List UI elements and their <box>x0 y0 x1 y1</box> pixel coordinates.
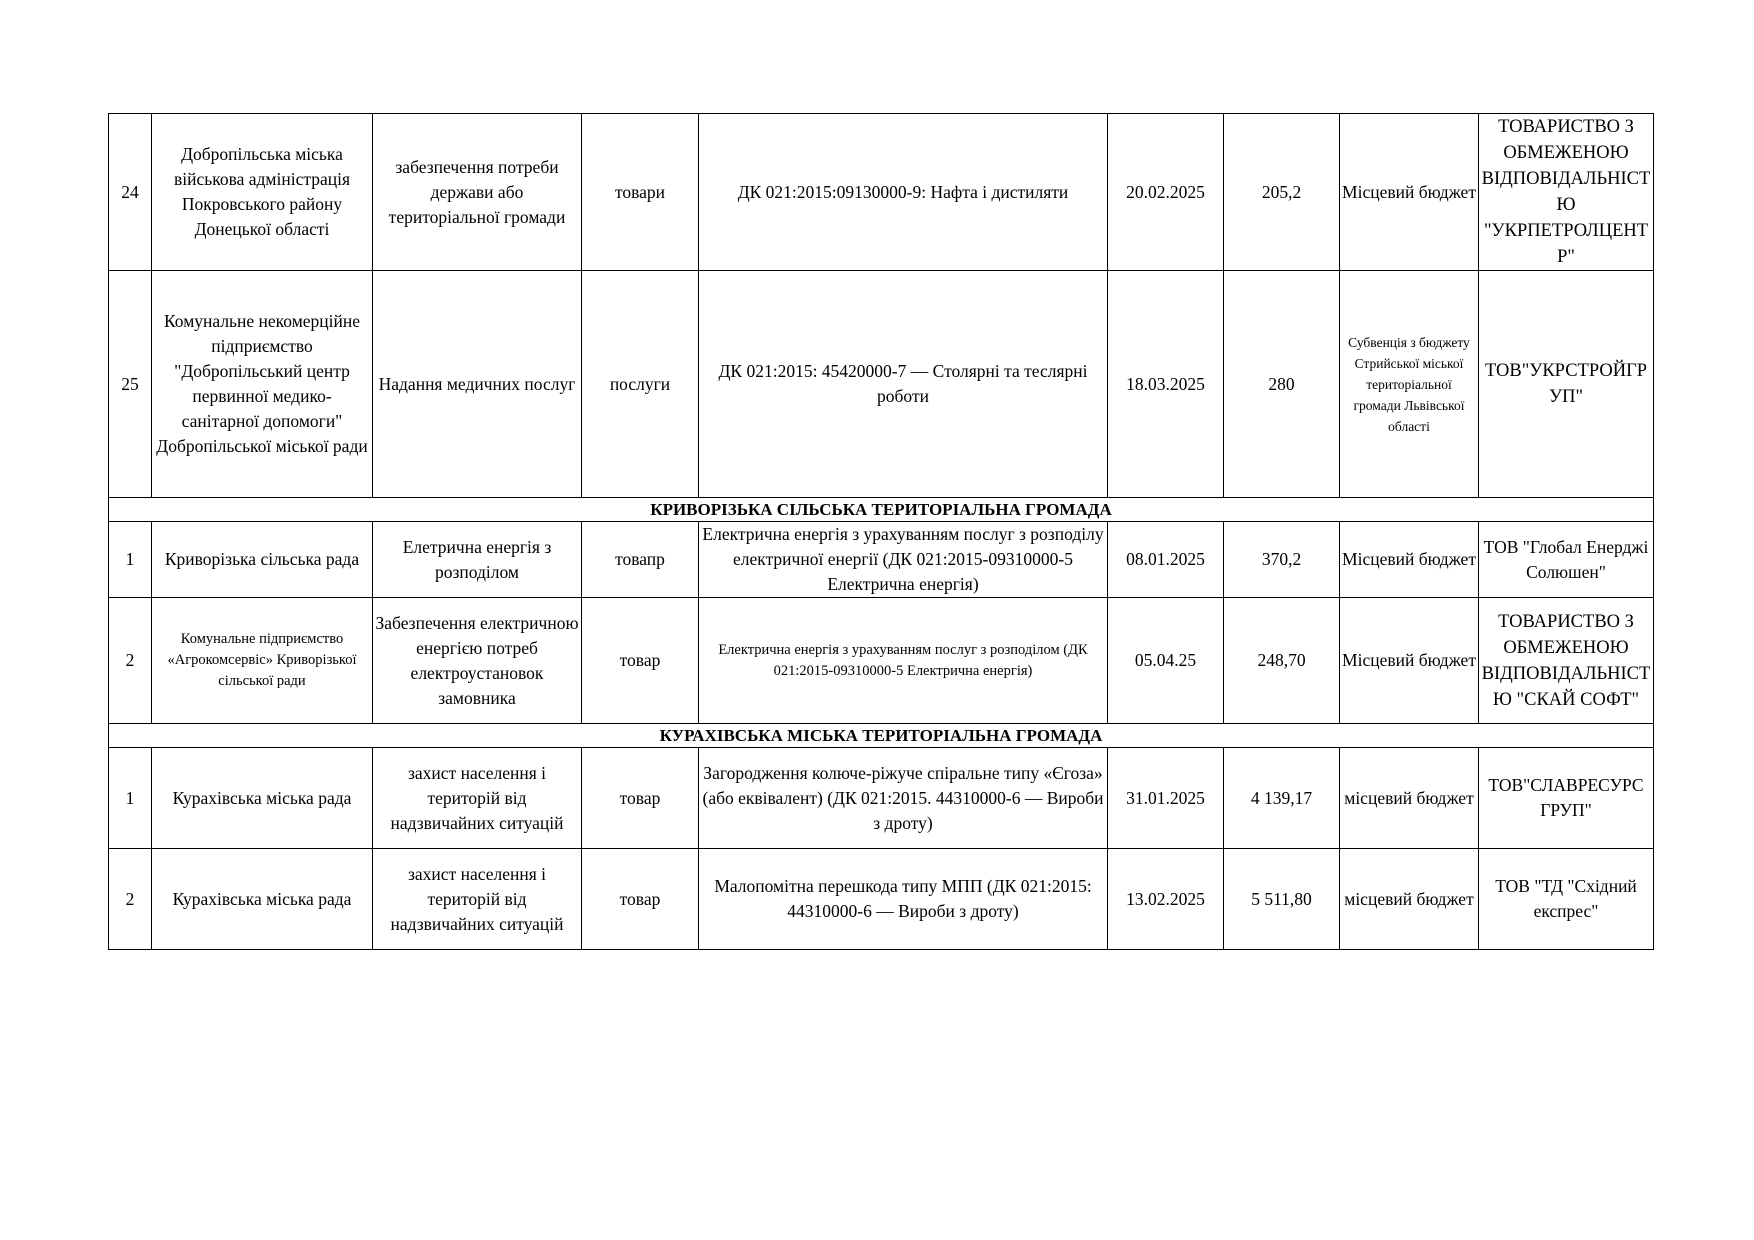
type-cell: товар <box>582 748 699 849</box>
purpose-cell: захист населення і територій від надзвичайних ситуацій <box>373 849 582 950</box>
customer-cell: Криворізька сільська рада <box>152 522 373 598</box>
table-row <box>109 748 1654 849</box>
subject-cell: Загородження колюче-ріжуче спіральне типу «Єгоза» (або еквівалент) (ДК 021:2015. 44310000-6 — Вироби з дроту) <box>699 748 1108 849</box>
table-row <box>109 114 1654 271</box>
amount-cell: 205,2 <box>1224 114 1340 271</box>
supplier-cell: ТОВ "Глобал Енерджі Солюшен" <box>1479 522 1654 598</box>
supplier-cell: ТОВ"УКРСТРОЙГРУП" <box>1479 271 1654 498</box>
purpose-cell: Забезпечення електричною енергією потреб електроустановок замовника <box>373 598 582 724</box>
purpose-cell: забезпечення потреби держави або територіальної громади <box>373 114 582 271</box>
amount-cell: 280 <box>1224 271 1340 498</box>
amount-cell: 370,2 <box>1224 522 1340 598</box>
section-title: КРИВОРІЗЬКА СІЛЬСЬКА ТЕРИТОРІАЛЬНА ГРОМАДА <box>109 498 1654 522</box>
subject-cell: ДК 021:2015: 45420000-7 — Столярні та теслярні роботи <box>699 271 1108 498</box>
type-cell: товар <box>582 598 699 724</box>
date-cell: 20.02.2025 <box>1108 114 1224 271</box>
source-cell: місцевий бюджет <box>1340 849 1479 950</box>
customer-cell: Добропільська міська військова адміністрація Покровського району Донецької області <box>152 114 373 271</box>
type-cell: товар <box>582 849 699 950</box>
amount-cell: 4 139,17 <box>1224 748 1340 849</box>
customer-cell: Комунальне некомерційне підприємство "Добропільський центр первинної медико-санітарної допомоги" Добропільської міської ради <box>152 271 373 498</box>
row-number: 1 <box>109 748 152 849</box>
date-cell: 31.01.2025 <box>1108 748 1224 849</box>
source-cell: Місцевий бюджет <box>1340 522 1479 598</box>
source-cell: Місцевий бюджет <box>1340 114 1479 271</box>
row-number: 2 <box>109 849 152 950</box>
purpose-cell: Надання медичних послуг <box>373 271 582 498</box>
table-row <box>109 598 1654 724</box>
row-number: 1 <box>109 522 152 598</box>
date-cell: 18.03.2025 <box>1108 271 1224 498</box>
date-cell: 13.02.2025 <box>1108 849 1224 950</box>
row-number: 2 <box>109 598 152 724</box>
supplier-cell: ТОВ"СЛАВРЕСУРС ГРУП" <box>1479 748 1654 849</box>
type-cell: послуги <box>582 271 699 498</box>
amount-cell: 248,70 <box>1224 598 1340 724</box>
purpose-cell: Елетрична енергія з розподілом <box>373 522 582 598</box>
supplier-cell: ТОВАРИСТВО З ОБМЕЖЕНОЮ ВІДПОВІДАЛЬНІСТЮ "УКРПЕТРОЛЦЕНТР" <box>1479 114 1654 271</box>
section-header-row <box>109 498 1654 522</box>
amount-cell: 5 511,80 <box>1224 849 1340 950</box>
subject-cell: Малопомітна перешкода типу МПП (ДК 021:2015: 44310000-6 — Вироби з дроту) <box>699 849 1108 950</box>
table-row <box>109 271 1654 498</box>
customer-cell: Комунальне підприємство «Агрокомсервіс» Криворізької сільської ради <box>152 598 373 724</box>
section-title: КУРАХІВСЬКА МІСЬКА ТЕРИТОРІАЛЬНА ГРОМАДА <box>109 724 1654 748</box>
procurement-table <box>108 113 1654 950</box>
section-header-row <box>109 724 1654 748</box>
row-number: 24 <box>109 114 152 271</box>
subject-cell: Електрична енергія з урахуванням послуг з розподілом (ДК 021:2015-09310000-5 Електрична енергія) <box>699 598 1108 724</box>
date-cell: 08.01.2025 <box>1108 522 1224 598</box>
row-number: 25 <box>109 271 152 498</box>
customer-cell: Курахівська міська рада <box>152 849 373 950</box>
type-cell: товари <box>582 114 699 271</box>
source-cell: Субвенція з бюджету Стрийської міської територіальної громади Львівської області <box>1340 271 1479 498</box>
type-cell: товапр <box>582 522 699 598</box>
source-cell: місцевий бюджет <box>1340 748 1479 849</box>
customer-cell: Курахівська міська рада <box>152 748 373 849</box>
subject-cell: ДК 021:2015:09130000-9: Нафта і дистиляти <box>699 114 1108 271</box>
table-row <box>109 849 1654 950</box>
date-cell: 05.04.25 <box>1108 598 1224 724</box>
purpose-cell: захист населення і територій від надзвичайних ситуацій <box>373 748 582 849</box>
supplier-cell: ТОВАРИСТВО З ОБМЕЖЕНОЮ ВІДПОВІДАЛЬНІСТЮ "СКАЙ СОФТ" <box>1479 598 1654 724</box>
source-cell: Місцевий бюджет <box>1340 598 1479 724</box>
table-row <box>109 522 1654 598</box>
supplier-cell: ТОВ "ТД "Східний експрес" <box>1479 849 1654 950</box>
subject-cell: Електрична енергія з урахуванням послуг з розподілу електричної енергії (ДК 021:2015-09310000-5 Електрична енергія) <box>699 522 1108 598</box>
